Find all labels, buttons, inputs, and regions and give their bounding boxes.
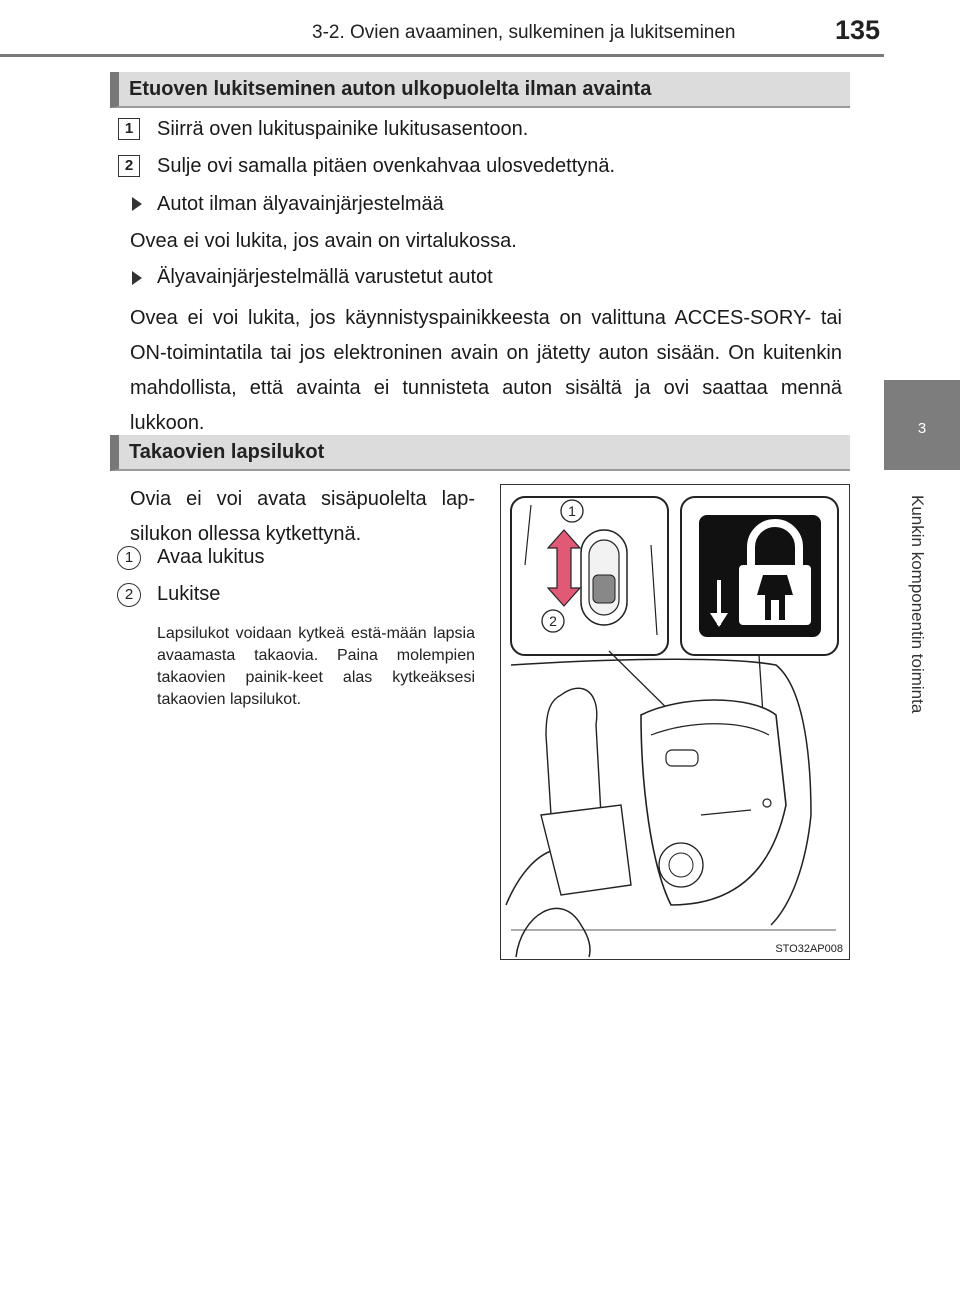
figure-code: STO32AP008: [775, 943, 843, 955]
step-number-box: 1: [118, 118, 140, 140]
header-title: 3-2. Ovien avaaminen, sulkeminen ja lukitseminen: [312, 22, 736, 43]
bullet-heading: Älyavainjärjestelmällä varustetut autot: [157, 266, 493, 288]
bullet-arrow-icon: [132, 197, 142, 211]
page-number: 135: [835, 15, 881, 45]
callout-number: 1: [117, 546, 141, 570]
step-text: Sulje ovi samalla pitäen ovenkahvaa ulosvedettynä.: [157, 155, 616, 177]
chapter-label: Kunkin komponentin toiminta: [908, 495, 927, 714]
item-text: Avaa lukitus: [157, 546, 265, 568]
bullet-heading: Autot ilman älyavainjärjestelmää: [157, 193, 444, 215]
paragraph: Ovea ei voi lukita, jos käynnistyspainikkeesta on valittuna ACCES-SORY- tai ON-toimintatila tai jos elektroninen avain on jätetty auton sisään. On kuitenkin mahdollista, että avainta ei tunnisteta auton sisältä ja ovi saattaa mennä lukkoon.: [130, 307, 842, 434]
section-heading-front-door: [110, 72, 850, 108]
bullet-arrow-icon: [132, 271, 142, 285]
item-text: Lukitse: [157, 583, 221, 605]
header-rule: [0, 54, 884, 57]
callout-1-label: 1: [568, 503, 576, 519]
paragraph: Ovia ei voi avata sisäpuolelta lap-silukon ollessa kytkettynä.: [130, 488, 475, 545]
section-heading-text: Etuoven lukitseminen auton ulkopuolelta ilman avainta: [129, 78, 652, 100]
callout-2-label: 2: [549, 613, 557, 629]
note-paragraph: Lapsilukot voidaan kytkeä estä-mään lapsia avaamasta takaovia. Paina molempien takaovien painik-keet alas kytkeäksesi takaovien lapsilukot.: [157, 625, 475, 708]
chapter-tab: [884, 380, 960, 470]
step-number-box: 2: [118, 155, 140, 177]
paragraph: Ovea ei voi lukita, jos avain on virtalukossa.: [130, 230, 517, 252]
child-lock-illustration: [500, 484, 850, 960]
section-heading-child-locks: [110, 435, 850, 471]
section-heading-text: Takaovien lapsilukot: [129, 441, 325, 463]
step-text: Siirrä oven lukituspainike lukitusasentoon.: [157, 118, 529, 140]
callout-number: 2: [117, 583, 141, 607]
chapter-number: 3: [917, 420, 927, 437]
car-door-drawing: [501, 485, 848, 958]
